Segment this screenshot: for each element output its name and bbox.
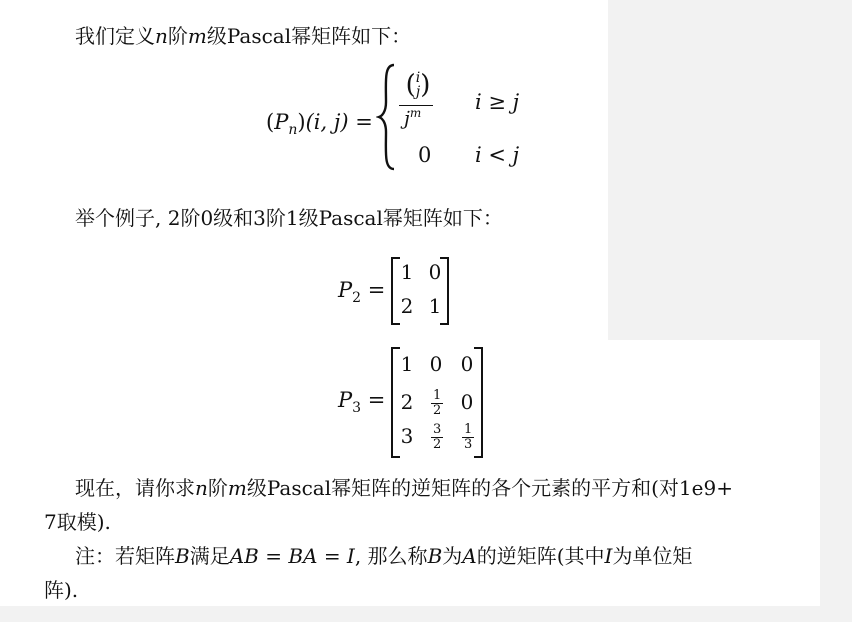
p3-cell: 3	[400, 424, 414, 448]
p3-frac	[431, 389, 443, 417]
note-A: A	[462, 544, 477, 568]
var-m: m	[187, 24, 207, 48]
note-p4: 为	[442, 544, 463, 568]
case1-condition: i ≥ j	[475, 90, 520, 114]
p2-sub: 2	[352, 290, 362, 307]
lhs-equals: =	[355, 110, 373, 134]
frac-den: 3	[464, 436, 473, 452]
intro-suffix: 级Pascal幂矩阵如下：	[206, 24, 412, 48]
lhs-args: (i, j)	[305, 110, 349, 134]
statement-panel-top	[0, 0, 608, 340]
binom-bottom: j	[415, 84, 421, 100]
p2-cell: 1	[400, 260, 414, 284]
p3-cell: 0	[429, 352, 443, 376]
frac-num: 3	[433, 422, 442, 437]
note-B1: B	[175, 544, 190, 568]
p2-equals: =	[367, 278, 386, 302]
p3-sub: 3	[352, 400, 362, 417]
lhs-sub: n	[288, 122, 298, 139]
p2-cell: 1	[428, 294, 442, 318]
definition-lhs: $(P_n)(i$, j) =	[266, 110, 373, 139]
denominator-base: j	[404, 107, 410, 130]
question-var-m: m	[227, 476, 247, 500]
intro-prefix: 我们定义	[75, 24, 155, 48]
question-part3: 级Pascal幂矩阵的逆矩阵的各个元素的平方和(对1e9+	[246, 476, 733, 500]
p3-frac	[462, 423, 474, 451]
note-p6: 为单位矩	[612, 544, 693, 568]
intro-line	[75, 20, 411, 49]
curly-brace	[376, 62, 398, 172]
p3-cell: 1	[400, 352, 414, 376]
question-var-n: n	[195, 476, 208, 500]
note-p5: 的逆矩阵(其中	[476, 544, 605, 568]
note-p3: , 那么称	[354, 544, 428, 568]
p3-label	[338, 388, 385, 416]
frac-num: 1	[464, 422, 473, 437]
p3-equals: =	[367, 388, 386, 412]
lhs-P: P	[274, 110, 289, 134]
p2-cell: 0	[428, 260, 442, 284]
note-B2: B	[427, 544, 443, 568]
p3-cell: 2	[400, 390, 414, 414]
frac-num: 1	[433, 388, 442, 403]
p2-name: P	[338, 278, 353, 302]
note-equation: AB = BA = I	[229, 544, 355, 568]
note-I: I	[604, 544, 613, 568]
binom-top: i	[415, 70, 421, 86]
denominator	[404, 106, 421, 129]
p2-label	[338, 278, 385, 306]
frac-den: 2	[433, 436, 442, 452]
question-part1: 现在，请你求	[75, 476, 195, 500]
intro-mid: 阶	[167, 24, 188, 48]
example-intro: 举个例子, 2阶0级和3阶1级Pascal幂矩阵如下：	[75, 206, 503, 230]
p2-cell: 2	[400, 294, 414, 318]
question-line-2: 7取模).	[44, 510, 111, 534]
frac-den: 2	[433, 402, 442, 418]
note-line-1	[75, 540, 692, 569]
note-p1: 注：若矩阵	[75, 544, 175, 568]
p3-name: P	[338, 388, 353, 412]
denominator-exp: m	[409, 106, 422, 120]
case2-condition: i < j	[475, 143, 520, 167]
case2-value: 0	[418, 143, 432, 167]
question-line-1	[75, 472, 733, 501]
p3-cell: 0	[460, 352, 474, 376]
question-part2: 阶	[207, 476, 228, 500]
var-n: n	[155, 24, 168, 48]
p3-cell: 0	[460, 390, 474, 414]
p3-frac	[431, 423, 443, 451]
note-line-2: 阵).	[44, 578, 79, 602]
note-p2: 满足	[189, 544, 230, 568]
binomial: (i j)	[405, 70, 431, 100]
